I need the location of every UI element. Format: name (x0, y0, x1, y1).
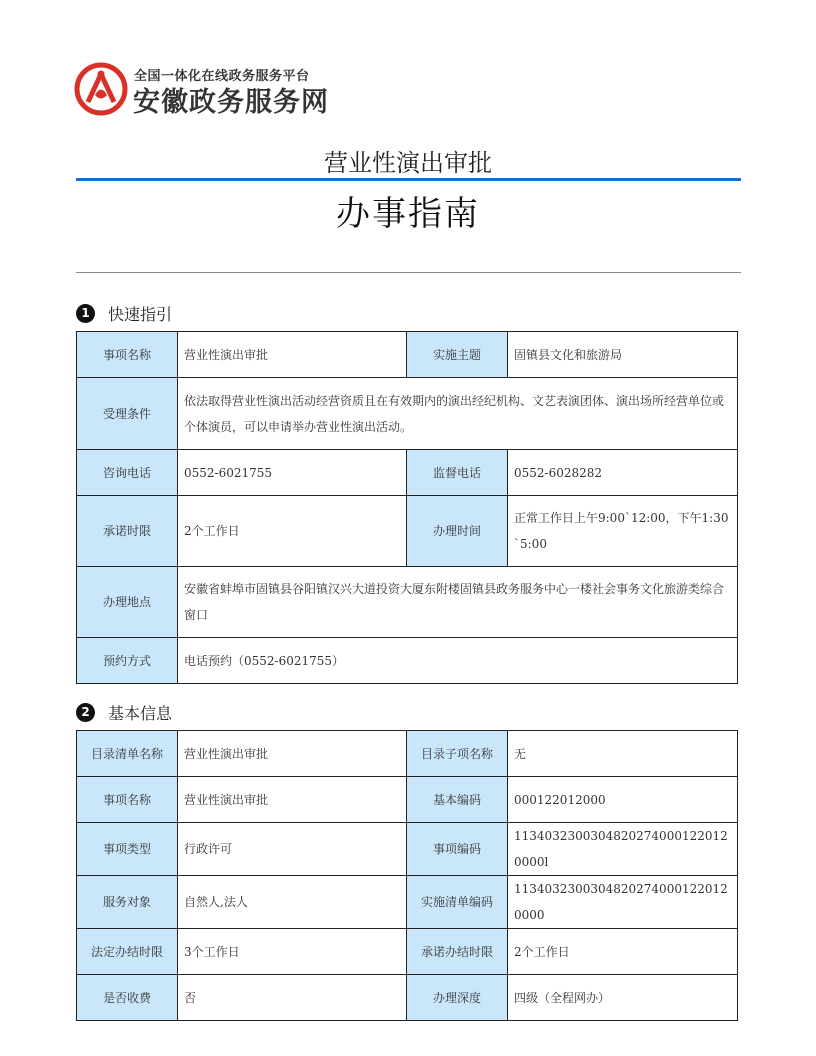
anhui-gov-logo-icon (74, 62, 128, 116)
table-row (77, 929, 738, 975)
cell-label: 事项名称 (77, 332, 178, 378)
cell-label: 监督电话 (407, 450, 508, 496)
cell-label: 目录清单名称 (77, 731, 178, 777)
table-row (77, 777, 738, 823)
section-basic-info-heading (76, 701, 172, 723)
cell-label: 咨询电话 (77, 450, 178, 496)
table-row (77, 975, 738, 1021)
cell-label: 承诺时限 (77, 496, 178, 567)
cell-value: 安徽省蚌埠市固镇县谷阳镇汉兴大道投资大厦东附楼固镇县政务服务中心一楼社会事务文化旅游类综合窗口 (178, 567, 738, 638)
cell-value: 行政许可 (178, 823, 407, 876)
table-row (77, 450, 738, 496)
cell-label: 事项类型 (77, 823, 178, 876)
cell-value: 营业性演出审批 (178, 731, 407, 777)
cell-label: 办理地点 (77, 567, 178, 638)
basic-info-table (76, 730, 738, 1021)
cell-value: 2个工作日 (508, 929, 738, 975)
cell-value: 0552-6021755 (178, 450, 407, 496)
section-number-badge: 1 (76, 304, 95, 323)
cell-label: 办理深度 (407, 975, 508, 1021)
cell-value: 11340323003048202740001220120000 (508, 876, 738, 929)
cell-value: 依法取得营业性演出活动经营资质且在有效期内的演出经纪机构、文艺表演团体、演出场所经营单位或个体演员，可以申请举办营业性演出活动。 (178, 378, 738, 450)
cell-label: 承诺办结时限 (407, 929, 508, 975)
service-subject: 营业性演出审批 (324, 149, 492, 177)
cell-value: 3个工作日 (178, 929, 407, 975)
table-row (77, 823, 738, 876)
cell-value: 0552-6028282 (508, 450, 738, 496)
cell-value: 四级（全程网办） (508, 975, 738, 1021)
cell-value: 2个工作日 (178, 496, 407, 567)
cell-label: 服务对象 (77, 876, 178, 929)
section-number-badge: 2 (76, 703, 95, 722)
section-title: 基本信息 (108, 703, 173, 723)
cell-label: 办理时间 (407, 496, 508, 567)
cell-label: 预约方式 (77, 638, 178, 684)
cell-label: 基本编码 (407, 777, 508, 823)
cell-value: 11340323003048202740001220120000l (508, 823, 738, 876)
cell-value: 营业性演出审批 (178, 332, 407, 378)
cell-value: 否 (178, 975, 407, 1021)
cell-label: 事项编码 (407, 823, 508, 876)
table-row (77, 567, 738, 638)
cell-value: 营业性演出审批 (178, 777, 407, 823)
cell-label: 法定办结时限 (77, 929, 178, 975)
platform-subtitle: 全国一体化在线政务服务平台 (134, 69, 310, 84)
table-row (77, 332, 738, 378)
table-row (77, 731, 738, 777)
table-row (77, 378, 738, 450)
table-row (77, 876, 738, 929)
cell-value: 固镇县文化和旅游局 (508, 332, 738, 378)
header-divider (76, 272, 741, 273)
cell-label: 实施清单编码 (407, 876, 508, 929)
table-row (77, 496, 738, 567)
cell-label: 事项名称 (77, 777, 178, 823)
cell-value: 自然人,法人 (178, 876, 407, 929)
section-title: 快速指引 (108, 304, 173, 324)
cell-label: 受理条件 (77, 378, 178, 450)
platform-name: 安徽政务服务网 (133, 87, 329, 118)
cell-label: 是否收费 (77, 975, 178, 1021)
cell-value: 电话预约（0552-6021755） (178, 638, 738, 684)
cell-label: 实施主题 (407, 332, 508, 378)
section-quick-guide-heading (76, 302, 172, 324)
document-title: 办事指南 (336, 194, 480, 234)
table-row (77, 638, 738, 684)
cell-value: 000122012000 (508, 777, 738, 823)
quick-guide-table (76, 331, 738, 684)
title-divider (76, 178, 741, 181)
cell-value: 无 (508, 731, 738, 777)
cell-value: 正常工作日上午9:00`12:00，下午1:30`5:00 (508, 496, 738, 567)
cell-label: 目录子项名称 (407, 731, 508, 777)
